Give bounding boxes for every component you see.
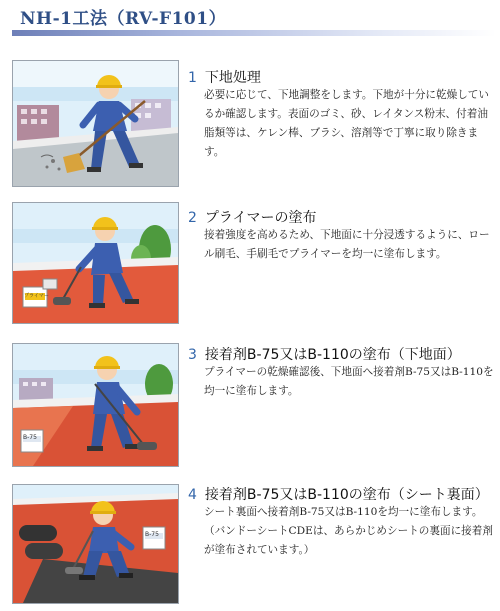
step-1-title: 下地処理 [204,70,261,86]
step-2-description: 接着強度を高めるため、下地面に十分浸透するように、ロール刷毛、手刷毛でプライマーを均一に塗布します。 [204,229,490,260]
illustration-worker-rolling-adhesive [12,343,179,467]
illustration-worker-rolling-primer [12,202,179,324]
adhesive-can-label-step-4: B-75 [145,531,159,538]
step-4-heading [188,484,489,504]
illustration-worker-coating-sheet [12,484,179,604]
illustration-worker-sweeping [12,60,179,187]
step-1-heading [188,67,261,87]
step-3-heading [188,344,461,364]
step-1-description: 必要に応じて、下地調整をします。下地が十分に乾燥しているか確認します。表面のゴミ、砂、レイタンス粉末、付着油脂類等は、ケレン棒、ブラシ、溶剤等で丁寧に取り除きます。 [204,89,489,158]
step-1-number: 1 [188,70,197,86]
primer-can-label: プライマー [24,293,49,299]
adhesive-can-label-step-3: B-75 [23,434,37,441]
title-underline [12,30,496,36]
step-4-title: 接着剤B-75又はB-110の塗布（シート裏面） [204,487,489,503]
step-4-number: 4 [188,487,197,503]
step-4-description: シート裏面へ接着剤B-75又はB-110を均一に塗布します。（バンドーシートCDEは、あらかじめシートの裏面に接着剤が塗布されています。） [204,506,493,556]
step-3-title: 接着剤B-75又はB-110の塗布（下地面） [204,347,461,363]
step-3-number: 3 [188,347,197,363]
page-title: NH-1工法（RV-F101） [20,9,227,29]
step-3-description: プライマーの乾燥確認後、下地面へ接着剤B-75又はB-110を均一に塗布します。 [204,366,494,397]
step-2-heading [188,207,317,227]
step-2-number: 2 [188,210,197,226]
step-2-title: プライマーの塗布 [204,210,317,226]
